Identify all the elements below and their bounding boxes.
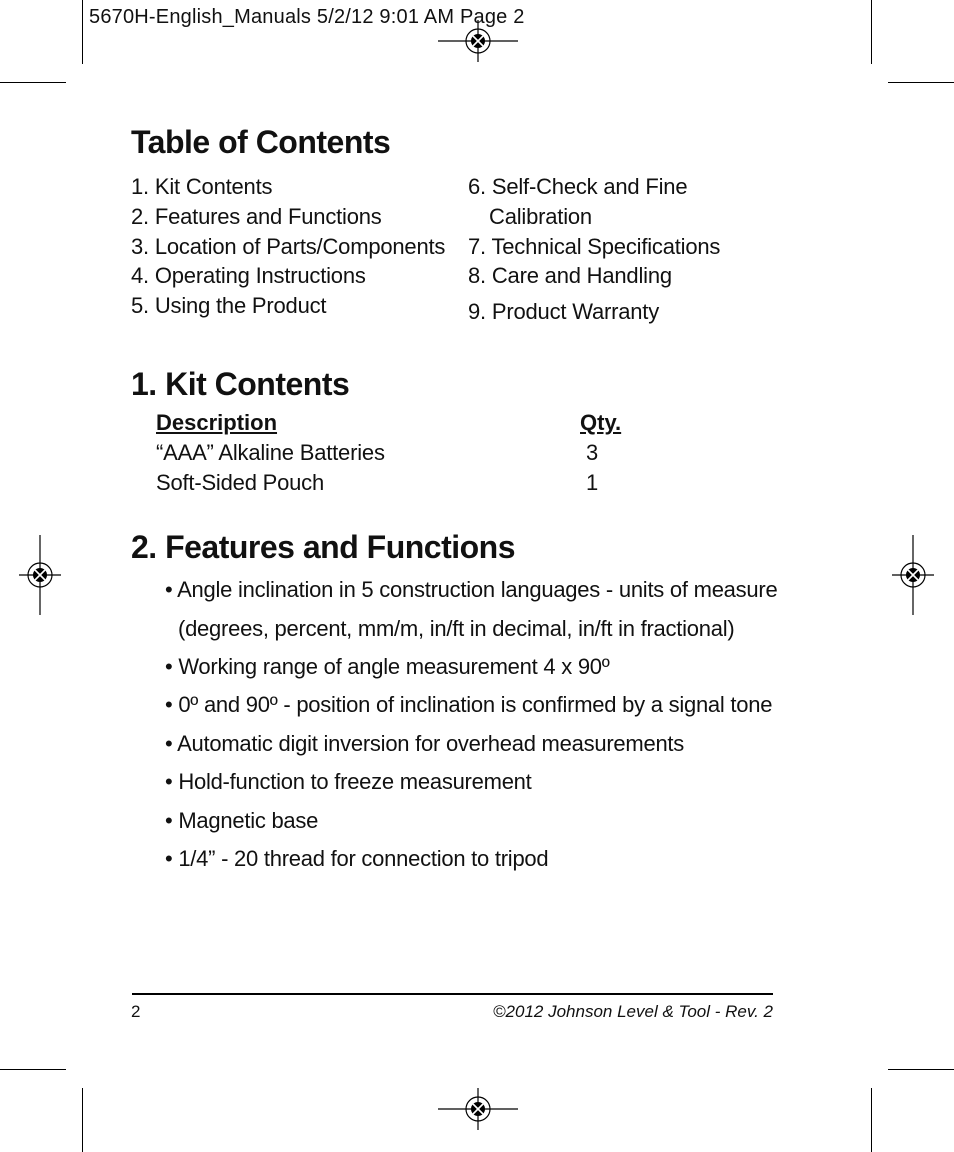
feature-item: • Magnetic base [165, 808, 319, 833]
feature-item: • Angle inclination in 5 construction languages - units of measure [165, 577, 778, 602]
registration-target-icon [438, 1088, 518, 1130]
toc-item: 9. Product Warranty [468, 299, 660, 324]
kit-contents-title: 1. Kit Contents [131, 366, 350, 402]
kit-col-qty: Qty. [580, 410, 622, 435]
crop-mark [871, 1088, 872, 1152]
toc-item: 8. Care and Handling [468, 263, 672, 288]
kit-row-qty: 1 [586, 470, 599, 495]
kit-row-qty: 3 [586, 440, 599, 465]
toc-title: Table of Contents [131, 124, 391, 160]
crop-mark [888, 1069, 954, 1070]
crop-mark [0, 1069, 66, 1070]
footer-page-number: 2 [131, 1002, 141, 1021]
feature-item: • Automatic digit inversion for overhead measurements [165, 731, 685, 756]
footer-copyright: ©2012 Johnson Level & Tool - Rev. 2 [493, 1002, 773, 1021]
toc-item: 2. Features and Functions [131, 204, 382, 229]
feature-item: • Hold-function to freeze measurement [165, 769, 532, 794]
feature-item: • 1/4” - 20 thread for connection to tripod [165, 846, 549, 871]
kit-col-description: Description [156, 410, 278, 435]
kit-row-description: “AAA” Alkaline Batteries [156, 440, 385, 465]
toc-item: 1. Kit Contents [131, 174, 273, 199]
features-title: 2. Features and Functions [131, 529, 516, 565]
crop-mark [0, 82, 66, 83]
crop-mark [871, 0, 872, 64]
registration-target-icon [438, 20, 518, 62]
printer-slug: 5670H-English_Manuals 5/2/12 9:01 AM Page 2 [89, 6, 525, 28]
crop-mark [888, 82, 954, 83]
feature-item: • Working range of angle measurement 4 x 90º [165, 654, 610, 679]
registration-target-icon [19, 535, 61, 615]
footer-rule [132, 993, 773, 995]
registration-target-icon [892, 535, 934, 615]
toc-item: 4. Operating Instructions [131, 263, 366, 288]
kit-row-description: Soft-Sided Pouch [156, 470, 325, 495]
toc-item: 6. Self-Check and Fine [468, 174, 688, 199]
toc-item-continuation: Calibration [489, 204, 592, 229]
feature-item: • 0º and 90º - position of inclination is confirmed by a signal tone [165, 692, 773, 717]
crop-mark [82, 0, 83, 64]
crop-mark [82, 1088, 83, 1152]
toc-item: 7. Technical Specifications [468, 234, 721, 259]
feature-item-continuation: (degrees, percent, mm/m, in/ft in decimal, in/ft in fractional) [178, 616, 735, 641]
toc-item: 5. Using the Product [131, 293, 327, 318]
toc-item: 3. Location of Parts/Components [131, 234, 446, 259]
